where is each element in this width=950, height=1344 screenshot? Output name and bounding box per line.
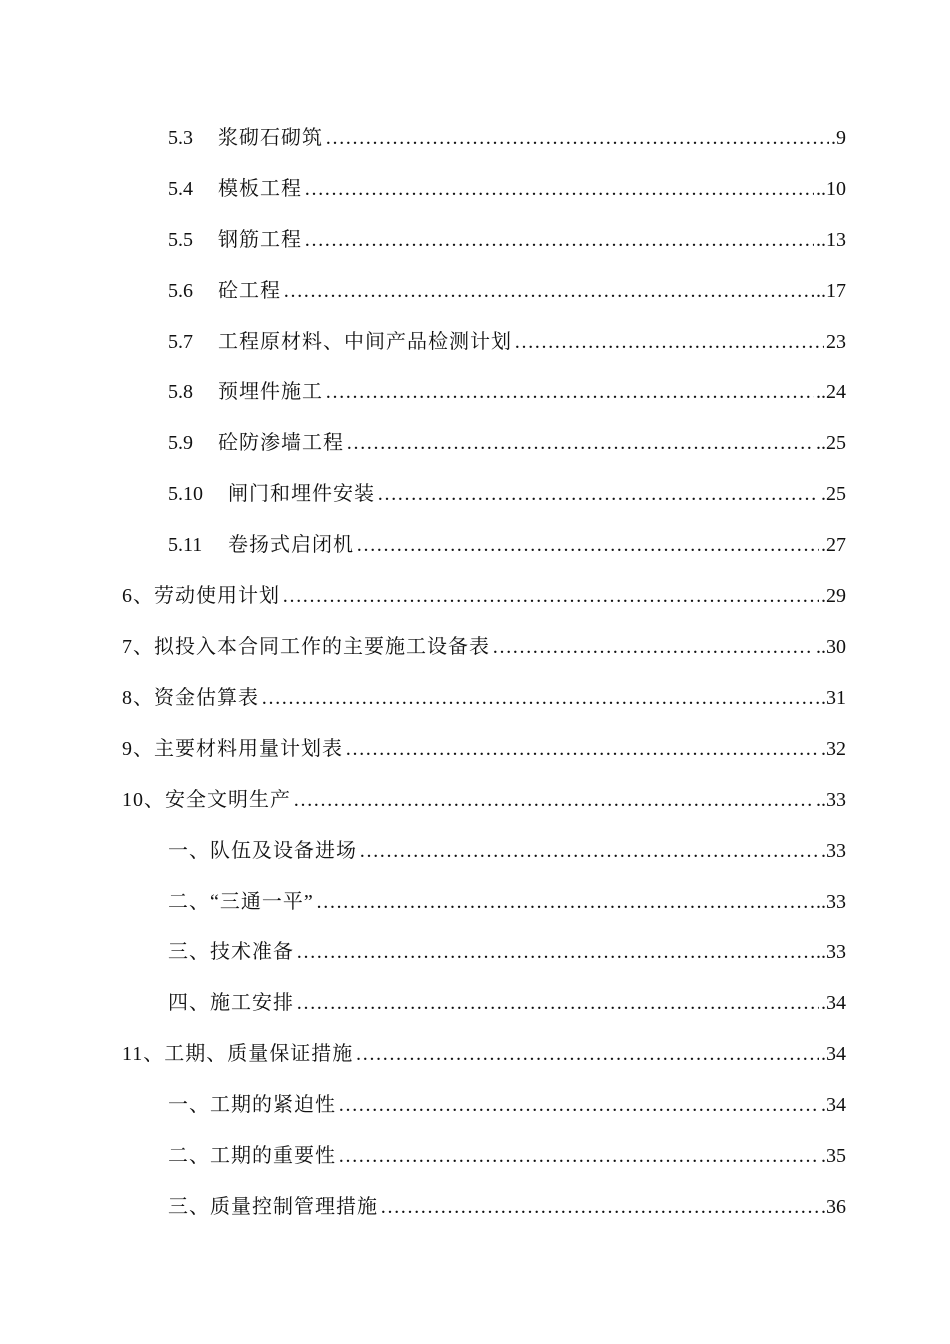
toc-entry-title: 6、劳动使用计划: [122, 585, 280, 607]
toc-entry[interactable]: [168, 477, 846, 507]
toc-entry-number: 5.11: [168, 534, 203, 556]
toc-entry-page: .35: [821, 1145, 846, 1167]
toc-dot-leader: [338, 1143, 819, 1169]
toc-dot-leader: [293, 787, 814, 813]
toc-entry-title: 三、技术准备: [168, 941, 294, 963]
toc-entry[interactable]: [168, 426, 846, 456]
toc-entry[interactable]: [168, 274, 846, 304]
toc-entry[interactable]: [168, 528, 846, 558]
toc-dot-leader: [345, 736, 819, 762]
toc-entry-number: 5.6: [168, 280, 193, 302]
toc-entry-page: ..33: [816, 789, 846, 811]
toc-dot-leader: [346, 430, 814, 456]
toc-dot-leader: [283, 278, 814, 304]
toc-entry[interactable]: [122, 783, 846, 813]
toc-entry-page: ..17: [816, 280, 846, 302]
toc-dot-leader: [355, 1041, 819, 1067]
toc-entry-title: 一、工期的紧迫性: [168, 1094, 336, 1116]
toc-entry-page: .29: [821, 585, 846, 607]
toc-entry[interactable]: [168, 1139, 846, 1169]
toc-entry-title: 模板工程: [218, 178, 302, 200]
toc-entry-page: .34: [821, 992, 846, 1014]
toc-entry-page: .9: [831, 127, 846, 149]
toc-entry-title: 一、队伍及设备进场: [168, 840, 357, 862]
toc-entry[interactable]: [168, 375, 846, 405]
toc-entry-title: 卷扬式启闭机: [228, 534, 354, 556]
toc-entry[interactable]: [168, 172, 846, 202]
toc-entry-page: .32: [821, 738, 846, 760]
toc-entry[interactable]: [168, 121, 846, 151]
toc-entry-page: ..30: [816, 636, 846, 658]
toc-entry-title: 四、施工安排: [168, 992, 294, 1014]
toc-entry-page: .25: [821, 483, 846, 505]
toc-entry-title: 砼防渗墙工程: [218, 432, 344, 454]
toc-entry[interactable]: [168, 325, 846, 355]
toc-entry-number: 5.4: [168, 178, 193, 200]
toc-dot-leader: [296, 990, 819, 1016]
toc-entry-page: .34: [821, 1043, 846, 1065]
toc-entry-title: 二、“三通一平”: [168, 891, 314, 913]
toc-entry-title: 砼工程: [218, 280, 281, 302]
toc-entry-page: .31: [821, 687, 846, 709]
toc-dot-leader: [282, 583, 819, 609]
toc-entry[interactable]: [168, 935, 846, 965]
toc-entry-page: ..33: [816, 891, 846, 913]
toc-entry-page: ..25: [816, 432, 846, 454]
toc-entry-title: 闸门和埋件安装: [228, 483, 375, 505]
toc-dot-leader: [296, 939, 814, 965]
toc-entry[interactable]: [122, 579, 846, 609]
toc-dot-leader: [359, 838, 819, 864]
toc-entry-title: 预埋件施工: [218, 381, 323, 403]
toc-dot-leader: [304, 227, 814, 253]
toc-entry-page: ..24: [816, 381, 846, 403]
toc-entry-number: 5.9: [168, 432, 193, 454]
toc-entry-title: 10、安全文明生产: [122, 789, 291, 811]
toc-entry-page: .36: [821, 1196, 846, 1218]
toc-entry-title: 钢筋工程: [218, 229, 302, 251]
toc-dot-leader: [316, 889, 814, 915]
toc-dot-leader: [356, 532, 819, 558]
toc-entry[interactable]: [168, 986, 846, 1016]
toc-entry-number: 5.7: [168, 331, 193, 353]
toc-entry-page: .27: [821, 534, 846, 556]
toc-entry-title: 11、工期、质量保证措施: [122, 1043, 354, 1065]
toc-entry-title: 二、工期的重要性: [168, 1145, 336, 1167]
toc-entry-number: 5.10: [168, 483, 203, 505]
toc-dot-leader: [325, 379, 814, 405]
toc-entry-title: 7、拟投入本合同工作的主要施工设备表: [122, 636, 490, 658]
toc-entry-page: ..33: [816, 941, 846, 963]
toc-entry-page: 23: [826, 331, 846, 353]
toc-entry-page: .33: [821, 840, 846, 862]
toc-entry[interactable]: [168, 834, 846, 864]
toc-entry-number: 5.5: [168, 229, 193, 251]
toc-entry-page: .34: [821, 1094, 846, 1116]
toc-entry[interactable]: [168, 885, 846, 915]
toc-entry-page: ..13: [816, 229, 846, 251]
toc-entry-title: 工程原材料、中间产品检测计划: [218, 331, 512, 353]
toc-entry-page: ..10: [816, 178, 846, 200]
toc-entry[interactable]: [168, 223, 846, 253]
toc-entry[interactable]: [122, 681, 846, 711]
toc-entry[interactable]: [122, 732, 846, 762]
toc-entry-title: 三、质量控制管理措施: [168, 1196, 378, 1218]
toc-dot-leader: [377, 481, 819, 507]
toc-dot-leader: [261, 685, 819, 711]
toc-entry-number: 5.8: [168, 381, 193, 403]
toc-entry-number: 5.3: [168, 127, 193, 149]
toc-dot-leader: [514, 329, 824, 355]
toc-dot-leader: [304, 176, 814, 202]
toc-entry-title: 浆砌石砌筑: [218, 127, 323, 149]
toc-dot-leader: [325, 125, 829, 151]
toc-entry[interactable]: [122, 630, 846, 660]
toc-entry[interactable]: [168, 1190, 846, 1220]
toc-entry[interactable]: [168, 1088, 846, 1118]
toc-dot-leader: [492, 634, 814, 660]
toc-dot-leader: [380, 1194, 819, 1220]
toc-dot-leader: [338, 1092, 819, 1118]
toc-entry-title: 9、主要材料用量计划表: [122, 738, 343, 760]
toc-entry[interactable]: [122, 1037, 846, 1067]
toc-entry-title: 8、资金估算表: [122, 687, 259, 709]
